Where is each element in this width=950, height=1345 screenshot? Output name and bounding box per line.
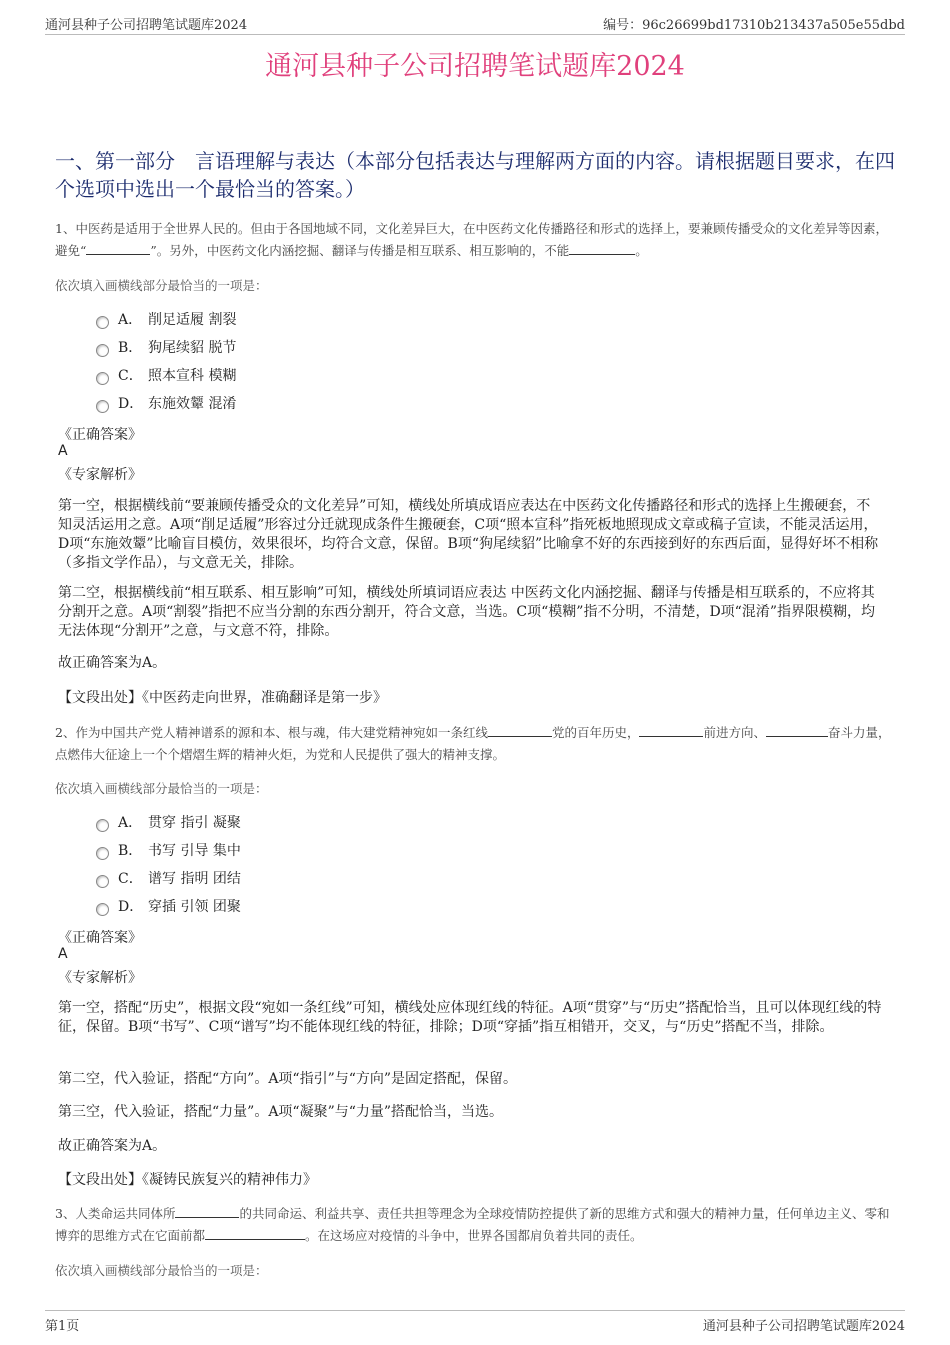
q1-text-b: ”。另外，中医药文化内涵挖掘、翻译与传播是相互联系、相互影响的，不能 <box>150 243 570 258</box>
option-text: 谱写 指明 团结 <box>148 871 241 887</box>
q3-text-c: 。在这场应对疫情的斗争中，世界各国都肩负着共同的责任。 <box>305 1228 643 1243</box>
header-code-value: 96c26699bd17310b213437a505e55dbd <box>642 18 905 33</box>
q3-prompt: 依次填入画横线部分最恰当的一项是： <box>55 1263 268 1278</box>
option-text: 书写 引导 集中 <box>148 843 241 859</box>
q3-text-a: 3、人类命运共同体所 <box>55 1206 176 1221</box>
q2-answer-label: 《正确答案》 <box>58 930 142 946</box>
q3-text-b: 的共同命运、利益共享、责任共担等理念为全球疫情防控提供了新的思维方式和强大的精神力量，任何单边主义、零和博弈的思维方式在它面前都 <box>55 1206 890 1243</box>
q1-text-c: 。 <box>635 243 648 258</box>
q1-option-d[interactable] <box>96 393 236 413</box>
q1-option-b[interactable] <box>96 337 236 357</box>
option-key: A． <box>118 815 143 831</box>
radio-icon[interactable] <box>96 819 109 832</box>
q2-text-b: 党的百年历史， <box>551 725 640 740</box>
page-title: 通河县种子公司招聘笔试题库2024 <box>265 51 685 82</box>
radio-icon[interactable] <box>96 903 109 916</box>
radio-icon[interactable] <box>96 344 109 357</box>
q2-analysis-para-1: 第一空，搭配“历史”，根据文段“宛如一条红线”可知，横线处应体现红线的特征。A项“贯穿”与“历史”搭配恰当，且可以体现红线的特征，保留。B项“书写”、C项“谱写”均不能体现红线的特征，排除；D项“穿插”指互相错开，交叉，与“历史”搭配不当，排除。 <box>58 1000 882 1035</box>
question-1-text <box>55 218 900 262</box>
footer-page-number: 第1页 <box>45 1319 80 1334</box>
q2-prompt: 依次填入画横线部分最恰当的一项是： <box>55 781 268 796</box>
option-key: D． <box>118 396 144 412</box>
q2-option-b[interactable] <box>96 840 241 860</box>
q1-text-a: 1、中医药是适用于全世界人民的。但由于各国地域不同，文化差异巨大，在中医药文化传播路径和形式的选择上，要兼顾传播受众的文化差异等因素，避免“ <box>55 221 888 258</box>
option-key: B． <box>118 843 143 859</box>
radio-icon[interactable] <box>96 316 109 329</box>
header-code-label: 编号： <box>603 18 643 33</box>
option-text: 削足适履 割裂 <box>148 312 237 328</box>
footer-doc-title: 通河县种子公司招聘笔试题库2024 <box>702 1319 905 1334</box>
q3-blank-1 <box>175 1203 239 1218</box>
header-doc-code <box>603 14 905 33</box>
q2-text-c: 前进方向、 <box>703 725 766 740</box>
q3-blank-2 <box>205 1225 305 1240</box>
section-heading: 一、第一部分 言语理解与表达（本部分包括表达与理解两方面的内容。请根据题目要求，在四个选项中选出一个最恰当的答案。） <box>55 149 895 201</box>
q1-source: 【文段出处】《中医药走向世界，准确翻译是第一步》 <box>58 690 387 706</box>
radio-icon[interactable] <box>96 372 109 385</box>
q1-answer-label: 《正确答案》 <box>58 427 142 443</box>
question-3-text <box>55 1203 900 1247</box>
q2-analysis-para-2: 第二空，代入验证，搭配“方向”。A项“指引”与“方向”是固定搭配，保留。 <box>58 1071 518 1087</box>
radio-icon[interactable] <box>96 847 109 860</box>
q2-option-a[interactable] <box>96 812 241 832</box>
q2-blank-1 <box>488 722 552 737</box>
option-key: A． <box>118 312 143 328</box>
q2-option-d[interactable] <box>96 896 241 916</box>
q2-blank-2 <box>639 722 703 737</box>
q2-option-c[interactable] <box>96 868 241 888</box>
question-2-text <box>55 722 900 766</box>
option-text: 东施效颦 混淆 <box>148 396 237 412</box>
q1-option-a[interactable] <box>96 309 236 329</box>
option-key: C． <box>118 368 143 384</box>
q2-answer: A <box>58 946 68 962</box>
radio-icon[interactable] <box>96 400 109 413</box>
q2-text-a: 2、作为中国共产党人精神谱系的源和本、根与魂，伟大建党精神宛如一条红线 <box>55 725 488 740</box>
q2-source: 【文段出处】《凝铸民族复兴的精神伟力》 <box>58 1172 317 1188</box>
q1-option-c[interactable] <box>96 365 236 385</box>
header-doc-title: 通河县种子公司招聘笔试题库2024 <box>45 18 248 33</box>
option-text: 照本宣科 模糊 <box>148 368 237 384</box>
q1-analysis-label: 《专家解析》 <box>58 467 142 483</box>
option-text: 狗尾续貂 脱节 <box>148 340 237 356</box>
q1-analysis-para-2: 第二空，根据横线前“相互联系、相互影响”可知，横线处所填词语应表达 中医药文化内涵挖掘、翻译与传播是相互联系的，不应将其分割开之意。A项“割裂”指把不应当分割的东西分割开，符合文意，当选。C项“模糊”指不分明，不清楚，D项“混淆”指界限模糊，均无法体现“分割开”之意，与文意不符，排除。 <box>58 585 875 639</box>
q2-blank-3 <box>766 722 828 737</box>
option-text: 穿插 引领 团聚 <box>148 899 241 915</box>
radio-icon[interactable] <box>96 875 109 888</box>
q1-prompt: 依次填入画横线部分最恰当的一项是： <box>55 278 268 293</box>
q1-blank-1 <box>86 240 150 255</box>
q2-conclusion: 故正确答案为A。 <box>58 1138 167 1154</box>
page-footer <box>45 1310 905 1333</box>
option-key: D． <box>118 899 144 915</box>
option-key: B． <box>118 340 143 356</box>
q2-analysis-label: 《专家解析》 <box>58 970 142 986</box>
page-header <box>45 14 905 35</box>
q2-analysis-para-3: 第三空，代入验证，搭配“力量”。A项“凝聚”与“力量”搭配恰当，当选。 <box>58 1104 504 1120</box>
option-text: 贯穿 指引 凝聚 <box>148 815 241 831</box>
q1-analysis-para-1: 第一空，根据横线前“要兼顾传播受众的文化差异”可知，横线处所填成语应表达在中医药文化传播路径和形式的选择上生搬硬套，不知灵活运用之意。A项“削足适履”形容过分迁就现成条件生搬硬套，C项“照本宣科”指死板地照现成文章或稿子宣读，不能灵活运用，D项“东施效颦”比喻盲目模仿，效果很坏，均符合文意，保留。B项“狗尾续貂”比喻拿不好的东西接到好的东西后面，显得好坏不相称（多指文学作品），与文意无关，排除。 <box>58 498 879 571</box>
q1-answer: A <box>58 443 68 459</box>
q1-blank-2 <box>569 240 635 255</box>
q1-conclusion: 故正确答案为A。 <box>58 655 167 671</box>
option-key: C． <box>118 871 143 887</box>
q2-text-d: 奋斗力量，点燃伟大征途上一个个熠熠生辉的精神火炬，为党和人民提供了强大的精神支撑。 <box>55 725 891 762</box>
